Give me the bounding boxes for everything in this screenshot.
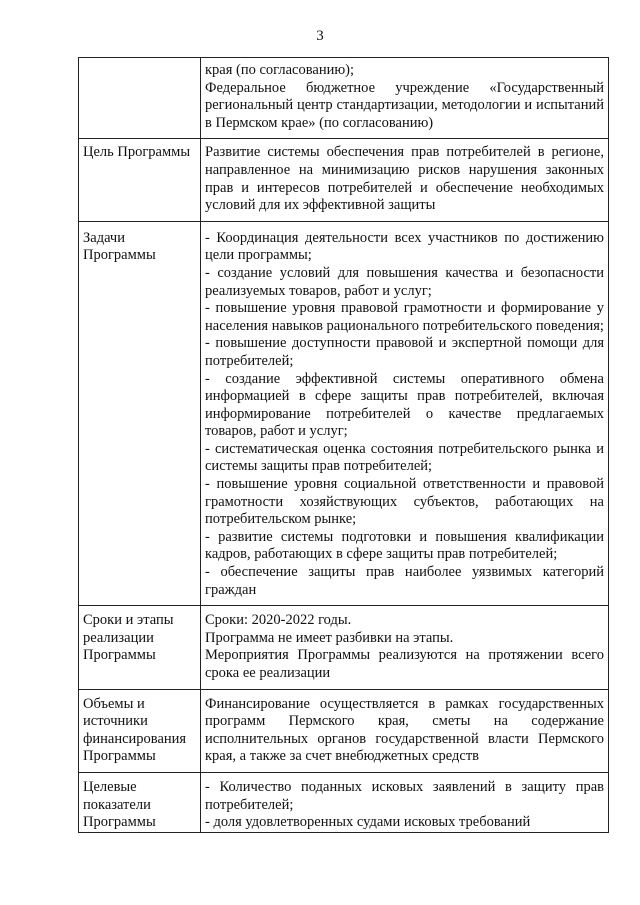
row-label: Целевые показатели Программы: [79, 772, 201, 832]
value-line: Финансирование осуществляется в рамках государственных программ Пермского края, сметы на содержание исполнительных органов государственной власти Пермского края, а также за счет внебюджетных средств: [205, 695, 604, 765]
row-label: Сроки и этапы реализации Программы: [79, 606, 201, 689]
row-value: [201, 689, 609, 772]
value-line: Федеральное бюджетное учреждение «Государственный региональный центр стандартизации, методологии и испытаний в Пермском крае» (по согласованию): [205, 79, 604, 131]
value-line: - систематическая оценка состояния потребительского рынка и системы защиты прав потребителей;: [205, 440, 604, 475]
row-value: [201, 58, 609, 139]
value-line: - Координация деятельности всех участников по достижению цели программы;: [205, 229, 604, 264]
value-line: - повышение доступности правовой и экспертной помощи для потребителей;: [205, 335, 604, 369]
value-line: - создание условий для повышения качества и безопасности реализуемых товаров, работ и услуг;: [205, 264, 604, 299]
row-label: Объемы и источники финансирования Программы: [79, 689, 201, 772]
table-row-tasks: [79, 221, 609, 605]
row-value: [201, 221, 609, 605]
table-row-terms: [79, 606, 609, 689]
page-number: 3: [316, 28, 324, 44]
value-line: - Количество поданных исковых заявлений в защиту прав потребителей;: [205, 778, 604, 813]
row-value: [201, 606, 609, 689]
table-row-continuation: [79, 58, 609, 139]
table-row-funding: [79, 689, 609, 772]
row-value: [201, 139, 609, 221]
table-row-indicators: [79, 772, 609, 832]
value-line: Мероприятия Программы реализуются на протяжении всего срока ее реализации: [205, 647, 604, 681]
value-line: - повышение уровня правовой грамотности и формирование у населения навыков рационального потребительского поведения;: [205, 300, 604, 334]
value-line: Развитие системы обеспечения прав потребителей в регионе, направленное на минимизацию рисков нарушения законных прав и интересов потребителей и обеспечение необходимых условий для их эффективной защиты: [205, 144, 604, 214]
row-label: Задачи Программы: [79, 221, 201, 605]
value-line: - доля удовлетворенных судами исковых требований: [205, 814, 531, 831]
program-passport-table: [78, 57, 609, 833]
value-line: - повышение уровня социальной ответственности и правовой грамотности хозяйствующих субъектов, работающих на потребительском рынке;: [205, 476, 604, 528]
table-row-goal: [79, 139, 609, 221]
row-value: [201, 772, 609, 832]
value-line: Сроки: 2020-2022 годы.: [205, 612, 352, 629]
value-line: Программа не имеет разбивки на этапы.: [205, 629, 454, 646]
value-line: - создание эффективной системы оперативного обмена информацией в сфере защиты прав потребителей, включая информирование потребителей о качестве предлагаемых товаров, работ и услуг;: [205, 370, 604, 440]
row-label: [79, 58, 201, 139]
value-line: - обеспечение защиты прав наиболее уязвимых категорий граждан: [205, 564, 604, 598]
row-label: Цель Программы: [79, 139, 201, 221]
value-line: края (по согласованию);: [205, 62, 355, 78]
value-line: - развитие системы подготовки и повышения квалификации кадров, работающих в сфере защиты прав потребителей;: [205, 528, 604, 563]
